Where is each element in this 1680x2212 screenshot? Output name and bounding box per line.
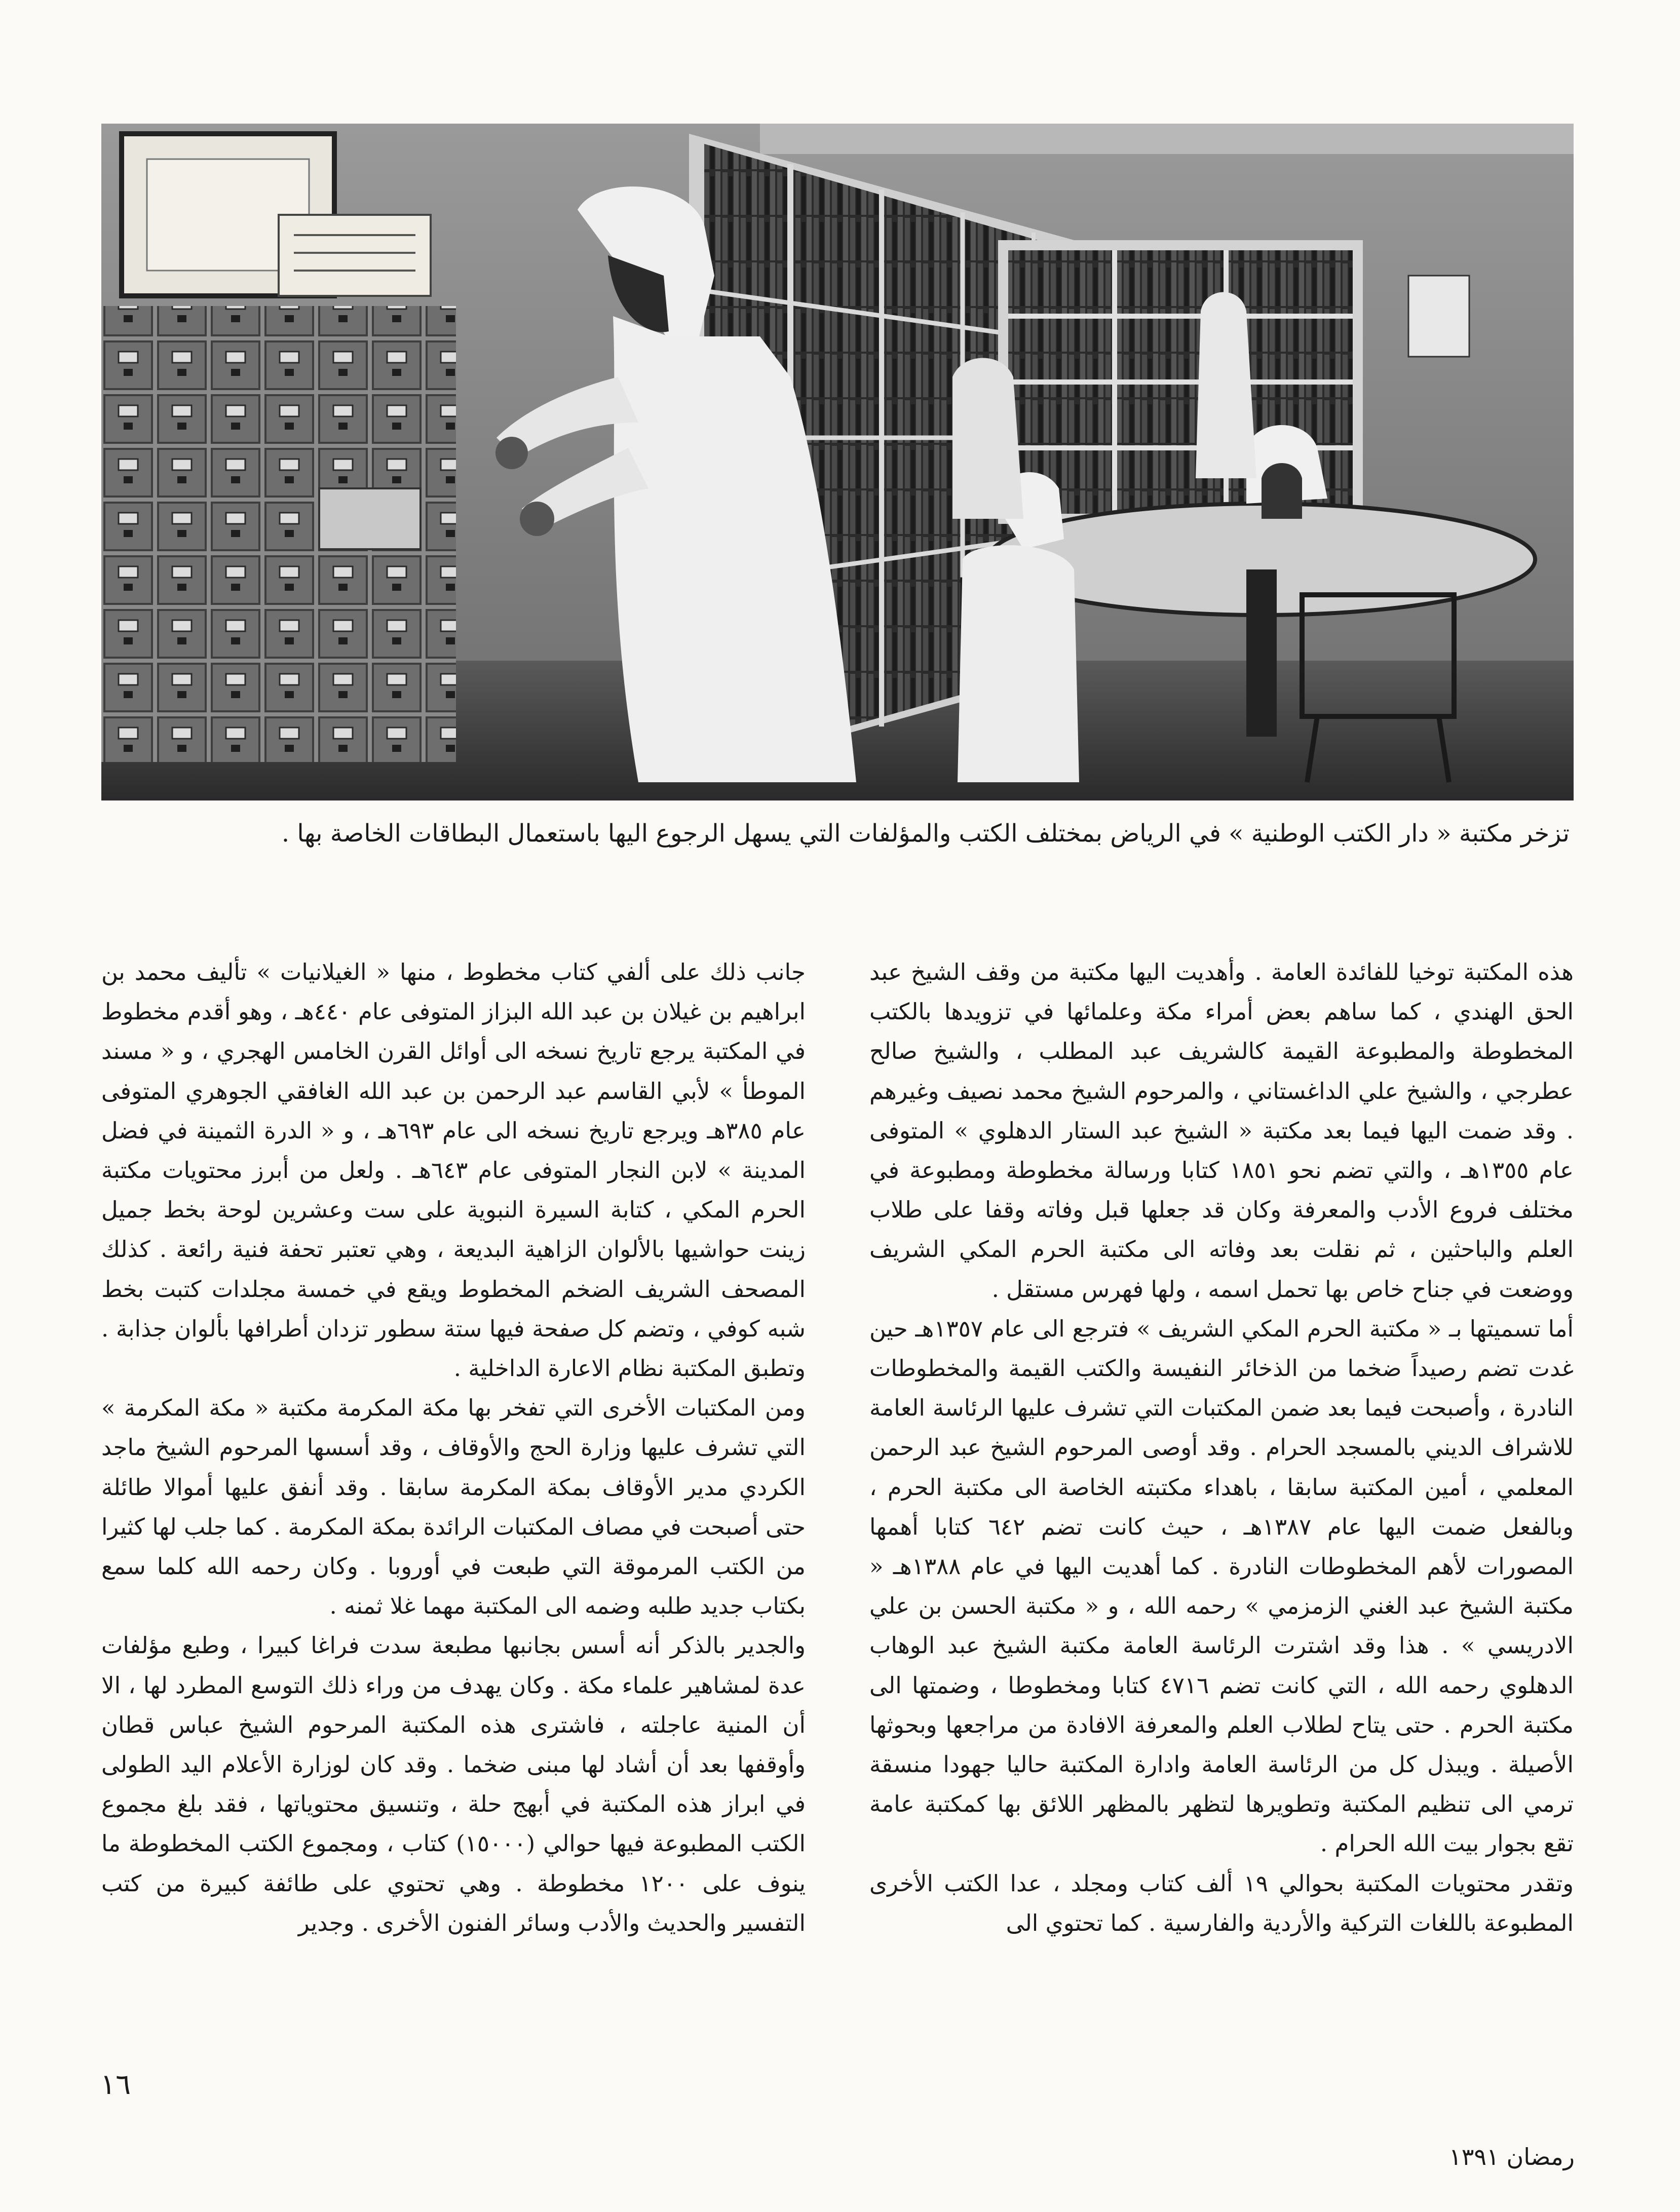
paragraph: أما تسميتها بـ « مكتبة الحرم المكي الشريف » فترجع الى عام ١٣٥٧هـ حين غدت تضم رصيداً ضخما من الذخائر النفيسة والكتب القيمة والمخطوطات النادرة ، وأصبحت فيما بعد ضمن المكتبات التي تشرف عليها الرئاسة العامة للاشراف الديني بالمسجد الحرام . وقد أوصى المرحوم الشيخ عبد الرحمن المعلمي ، أمين المكتبة سابقا ، باهداء مكتبته الخاصة الى مكتبة الحرم ، وبالفعل ضمت اليها عام ١٣٨٧هـ ، حيث كانت تضم ٦٤٢ كتابا أهمها المصورات لأهم المخطوطات النادرة . كما أهديت اليها في عام ١٣٨٨هـ « مكتبة الشيخ عبد الغني الزمزمي » رحمه الله ، و « مكتبة الحسن بن علي الادريسي » . هذا وقد اشترت الرئاسة العامة مكتبة الشيخ عبد الوهاب الدهلوي رحمه الله ، التي كانت تضم ٤٧١٦ كتابا ومخطوطا ، وضمتها الى مكتبة الحرم . حتى يتاح لطلاب العلم والمعرفة الافادة من مراجعها وبحوثها الأصيلة . ويبذل كل من الرئاسة العامة وادارة المكتبة حاليا جهودا منسقة ترمي الى تنظيم المكتبة وتطويرها لتظهر بالمظهر اللائق بها كمكتبة عامة تقع بجوار بيت الله الحرام . xyxy=(869,1315,1574,1857)
issue-date: رمضان ١٣٩١ xyxy=(1449,2143,1575,2170)
paragraph: هذه المكتبة توخيا للفائدة العامة . وأهديت اليها مكتبة من وقف الشيخ عبد الحق الهندي ، كما ساهم بعض أمراء مكة وعلمائها في تزويدها بالكتب المخطوطة والمطبوعة القيمة كالشريف عبد المطلب ، والشيخ صالح عطرجي ، والشيخ علي الداغستاني ، والمرحوم الشيخ محمد نصيف وغيرهم . وقد ضمت اليها فيما بعد مكتبة « الشيخ عبد الستار الدهلوي » المتوفى عام ١٣٥٥هـ ، والتي تضم نحو ١٨٥١ كتابا ورسالة مخطوطة ومطبوعة في مختلف فروع الأدب والمعرفة وكان قد جعلها قبل وفاته وقفا على طلاب العلم والباحثين ، ثم نقلت بعد وفاته الى مكتبة الحرم المكي الشريف ووضعت في جناح خاص بها تحمل اسمه ، ولها فهرس مستقل . xyxy=(869,959,1574,1303)
page-number: ١٦ xyxy=(100,2068,131,2101)
article-column-right xyxy=(869,952,1574,2057)
paragraph: ومن المكتبات الأخرى التي تفخر بها مكة المكرمة مكتبة « مكة المكرمة » التي تشرف عليها وزارة الحج والأوقاف ، وقد أسسها المرحوم الشيخ ماجد الكردي مدير الأوقاف بمكة المكرمة سابقا . وقد أنفق عليها أموالا طائلة حتى أصبحت في مصاف المكتبات الرائدة بمكة المكرمة . كما جلب لها كثيرا من الكتب المرموقة التي طبعت في أوروبا . وكان رحمه الله كلما سمع بكتاب جديد طلبه وضمه الى المكتبة مهما غلا ثمنه . xyxy=(101,1394,806,1620)
library-photo xyxy=(101,124,1574,800)
paragraph: والجدير بالذكر أنه أسس بجانبها مطبعة سدت فراغا كبيرا ، وطبع مؤلفات عدة لمشاهير علماء مكة . وكان يهدف من وراء ذلك التوسع المطرد لها ، الا أن المنية عاجلته ، فاشترى هذه المكتبة المرحوم الشيخ عباس قطان وأوقفها بعد أن أشاد لها مبنى ضخما . وقد كان لوزارة الأعلام اليد الطولى في ابراز هذه المكتبة في أبهج حلة ، وتنسيق محتوياتها ، فقد بلغ مجموع الكتب المطبوعة فيها حوالي (١٥٠٠٠) كتاب ، ومجموع الكتب المخطوطة ما ينوف على ١٢٠٠ مخطوطة . وهي تحتوي على طائفة كبيرة من كتب التفسير والحديث والأدب وسائر الفنون الأخرى . وجدير xyxy=(101,1632,806,1936)
article-column-left xyxy=(101,952,806,2057)
paragraph: وتقدر محتويات المكتبة بحوالي ١٩ ألف كتاب ومجلد ، عدا الكتب الأخرى المطبوعة باللغات التركية والأردية والفارسية . كما تحتوي الى xyxy=(869,1870,1574,1936)
paragraph: جانب ذلك على ألفي كتاب مخطوط ، منها « الغيلانيات » تأليف محمد بن ابراهيم بن غيلان بن عبد الله البزاز المتوفى عام ٤٤٠هـ ، وهو أقدم مخطوط في المكتبة يرجع تاريخ نسخه الى أوائل القرن الخامس الهجري ، و « مسند الموطأ » لأبي القاسم عبد الرحمن بن عبد الله الغافقي الجوهري المتوفى عام ٣٨٥هـ ويرجع تاريخ نسخه الى عام ٦٩٣هـ ، و « الدرة الثمينة في فضل المدينة » لابن النجار المتوفى عام ٦٤٣هـ . ولعل من أبرز محتويات مكتبة الحرم المكي ، كتابة السيرة النبوية على ست وعشرين لوحة بخط جميل زينت حواشيها بالألوان الزاهية البديعة ، وهي تعتبر تحفة فنية رائعة . كذلك المصحف الشريف الضخم المخطوط ويقع في خمسة مجلدات كتبت بخط شبه كوفي ، وتضم كل صفحة فيها ستة سطور تزدان أطرافها بألوان جذابة . وتطبق المكتبة نظام الاعارة الداخلية . xyxy=(101,959,806,1382)
photo-caption: تزخر مكتبة « دار الكتب الوطنية » في الرياض بمختلف الكتب والمؤلفات التي يسهل الرجوع اليها باستعمال البطاقات الخاصة بها . xyxy=(281,819,1570,848)
